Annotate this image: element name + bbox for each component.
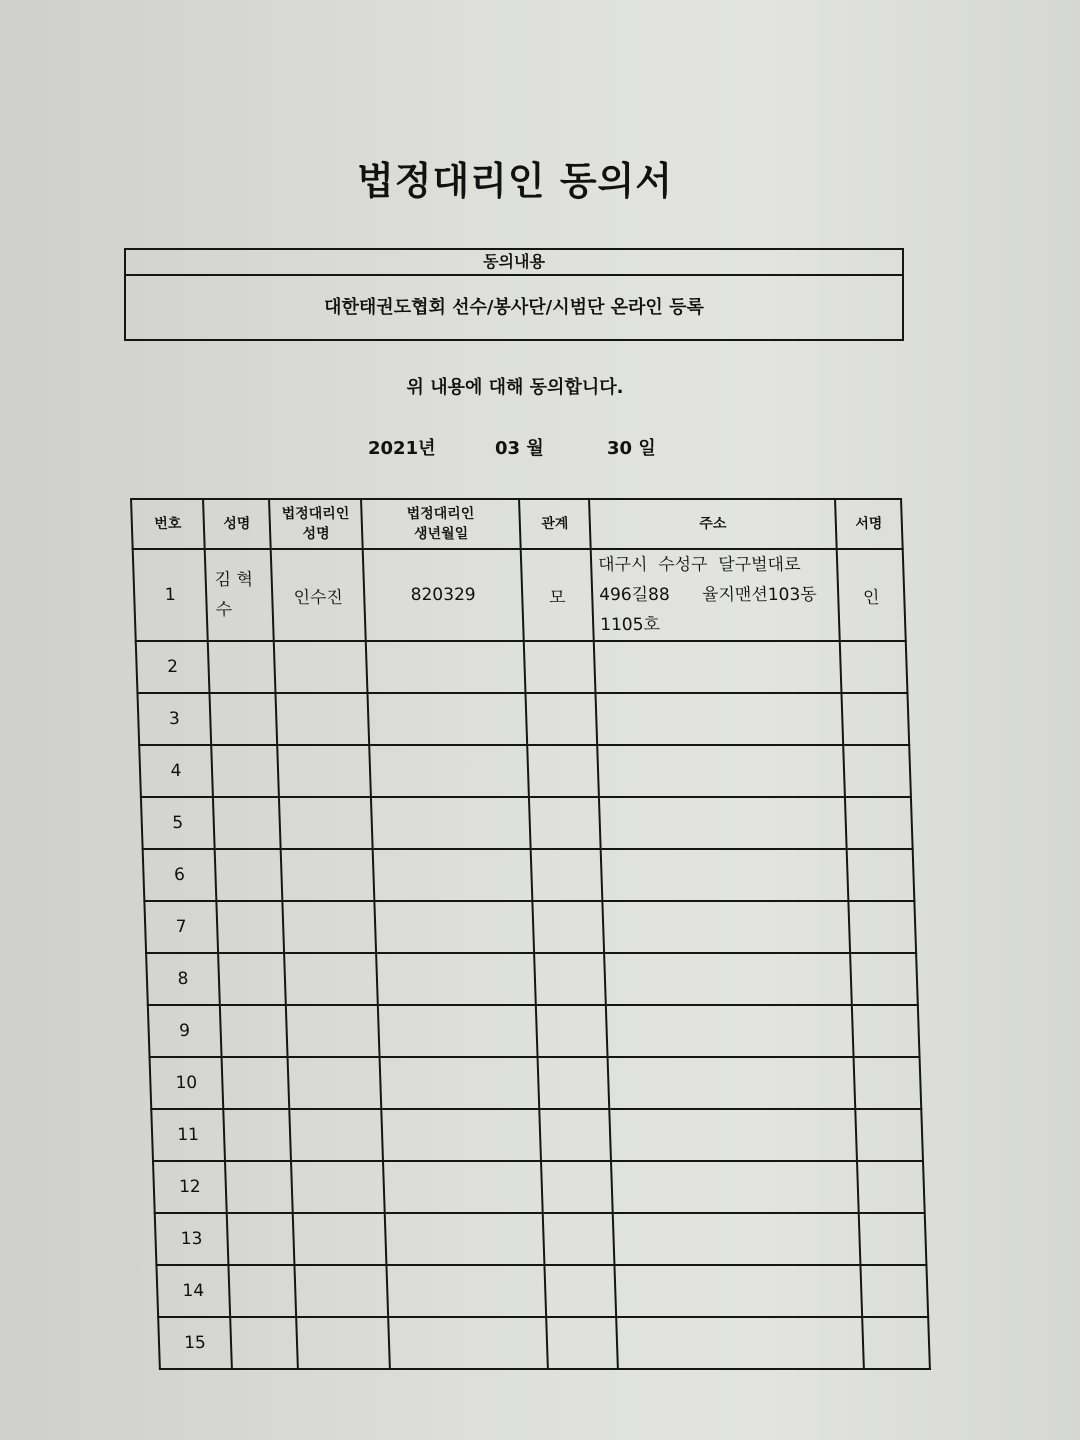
cell-empty <box>857 1161 925 1213</box>
cell-empty <box>538 1057 610 1109</box>
table-header-row <box>131 499 903 549</box>
cell-no: 8 <box>146 953 220 1005</box>
table-row <box>136 641 908 693</box>
cell-empty <box>374 901 534 953</box>
consent-content: 대한태권도협회 선수/봉사단/시범단 온라인 등록 <box>324 297 704 318</box>
cell-empty <box>279 797 373 849</box>
cell-empty <box>611 1161 859 1213</box>
cell-empty <box>288 1057 382 1109</box>
cell-empty <box>595 693 843 745</box>
cell-empty <box>536 1005 608 1057</box>
table-row <box>155 1213 927 1265</box>
cell-empty <box>614 1265 862 1317</box>
cell-no: 9 <box>148 1005 222 1057</box>
cell-empty <box>378 1005 538 1057</box>
cell-empty <box>208 641 276 693</box>
cell-empty <box>601 849 849 901</box>
date-month: 03 월 <box>495 438 544 459</box>
cell-empty <box>381 1109 541 1161</box>
cell-empty <box>294 1265 388 1317</box>
date-year: 2021년 <box>368 438 436 459</box>
header-guardian-name-line1: 법정대리인 <box>281 506 350 522</box>
cell-empty <box>209 693 277 745</box>
cell-empty <box>373 849 533 901</box>
cell-address <box>591 549 840 641</box>
table-row <box>153 1161 925 1213</box>
cell-empty <box>211 745 279 797</box>
cell-no: 10 <box>150 1057 224 1109</box>
table-row <box>139 745 911 797</box>
cell-empty <box>859 1213 927 1265</box>
cell-empty <box>213 797 281 849</box>
table-row <box>151 1109 923 1161</box>
table-row <box>148 1005 920 1057</box>
cell-empty <box>543 1213 615 1265</box>
cell-empty <box>594 641 842 693</box>
guardian-table <box>130 498 931 1370</box>
cell-empty <box>840 641 908 693</box>
cell-relation: 모 <box>521 549 594 641</box>
cell-empty <box>281 849 375 901</box>
cell-empty <box>860 1265 928 1317</box>
header-guardian-birth-line2: 생년월일 <box>413 526 469 542</box>
cell-name <box>205 549 274 641</box>
cell-no: 12 <box>153 1161 227 1213</box>
cell-empty <box>293 1213 387 1265</box>
cell-empty <box>604 953 852 1005</box>
document-title: 법정대리인 동의서 <box>357 159 673 203</box>
cell-address-line1: 대구시 수성구 달구벌대로 <box>597 555 801 575</box>
cell-name-line2: 수 <box>215 600 233 620</box>
cell-empty <box>386 1265 546 1317</box>
cell-empty <box>862 1317 930 1369</box>
cell-empty <box>539 1109 611 1161</box>
cell-no: 6 <box>143 849 217 901</box>
cell-empty <box>367 693 527 745</box>
cell-empty <box>284 953 378 1005</box>
header-name: 성명 <box>203 499 271 549</box>
table-row <box>141 797 913 849</box>
cell-no: 2 <box>136 641 210 693</box>
cell-empty <box>841 693 909 745</box>
header-guardian-name-line2: 성명 <box>302 526 330 542</box>
cell-empty <box>606 1005 854 1057</box>
header-relation: 관계 <box>519 499 591 549</box>
cell-no: 7 <box>144 901 218 953</box>
cell-empty <box>366 641 526 693</box>
cell-no: 1 <box>133 549 208 641</box>
cell-name-line1: 김 혁 <box>214 570 254 590</box>
table-row <box>156 1265 928 1317</box>
date-day: 30 일 <box>607 438 656 459</box>
cell-empty <box>289 1109 383 1161</box>
header-no: 번호 <box>131 499 205 549</box>
cell-no: 5 <box>141 797 215 849</box>
cell-empty <box>532 901 604 953</box>
cell-no: 14 <box>156 1265 230 1317</box>
cell-empty <box>850 953 918 1005</box>
cell-empty <box>380 1057 540 1109</box>
cell-empty <box>227 1213 295 1265</box>
cell-empty <box>225 1161 293 1213</box>
cell-empty <box>609 1109 857 1161</box>
table-row <box>133 549 906 641</box>
header-guardian-name <box>269 499 363 549</box>
cell-empty <box>602 901 850 953</box>
cell-empty <box>534 953 606 1005</box>
cell-empty <box>843 745 911 797</box>
cell-empty <box>369 745 529 797</box>
cell-empty <box>854 1057 922 1109</box>
table-row <box>158 1317 930 1369</box>
cell-empty <box>608 1057 856 1109</box>
cell-empty <box>613 1213 861 1265</box>
cell-empty <box>848 901 916 953</box>
cell-address-line3: 1105호 <box>599 615 661 635</box>
cell-empty <box>376 953 536 1005</box>
header-guardian-birth-line1: 법정대리인 <box>406 506 475 522</box>
cell-empty <box>599 797 847 849</box>
cell-empty <box>597 745 845 797</box>
cell-signature: 인 <box>837 549 906 641</box>
cell-empty <box>524 641 596 693</box>
table-row <box>137 693 909 745</box>
cell-empty <box>855 1109 923 1161</box>
cell-no: 11 <box>151 1109 225 1161</box>
cell-no: 13 <box>155 1213 229 1265</box>
table-row <box>144 901 916 953</box>
cell-empty <box>531 849 603 901</box>
cell-empty <box>223 1109 291 1161</box>
cell-empty <box>544 1265 616 1317</box>
cell-empty <box>228 1265 296 1317</box>
cell-empty <box>277 745 371 797</box>
table-row <box>146 953 918 1005</box>
consent-header: 동의내용 <box>126 250 902 276</box>
table-row <box>143 849 915 901</box>
cell-empty <box>616 1317 864 1369</box>
header-guardian-birth <box>361 499 521 549</box>
cell-empty <box>847 849 915 901</box>
cell-empty <box>845 797 913 849</box>
cell-empty <box>286 1005 380 1057</box>
cell-empty <box>388 1317 548 1369</box>
cell-no: 4 <box>139 745 213 797</box>
cell-empty <box>282 901 376 953</box>
header-signature: 서명 <box>835 499 903 549</box>
cell-empty <box>296 1317 390 1369</box>
cell-empty <box>222 1057 290 1109</box>
cell-empty <box>371 797 531 849</box>
cell-guardian-birth: 820329 <box>363 549 524 641</box>
agreement-statement: 위 내용에 대해 동의합니다. <box>406 377 624 398</box>
cell-empty <box>525 693 597 745</box>
cell-empty <box>383 1161 543 1213</box>
table-row <box>150 1057 922 1109</box>
consent-box <box>124 248 904 341</box>
cell-empty <box>527 745 599 797</box>
cell-address-line2: 496길88 율지맨션103동 <box>598 585 818 605</box>
header-address: 주소 <box>589 499 837 549</box>
cell-empty <box>546 1317 618 1369</box>
cell-empty <box>852 1005 920 1057</box>
cell-empty <box>529 797 601 849</box>
cell-empty <box>541 1161 613 1213</box>
cell-empty <box>274 641 368 693</box>
cell-empty <box>230 1317 298 1369</box>
cell-no: 3 <box>137 693 211 745</box>
cell-empty <box>216 901 284 953</box>
cell-empty <box>220 1005 288 1057</box>
cell-empty <box>291 1161 385 1213</box>
cell-empty <box>275 693 369 745</box>
cell-no: 15 <box>158 1317 232 1369</box>
cell-guardian-name: 인수진 <box>271 549 366 641</box>
cell-empty <box>385 1213 545 1265</box>
cell-empty <box>215 849 283 901</box>
cell-empty <box>218 953 286 1005</box>
